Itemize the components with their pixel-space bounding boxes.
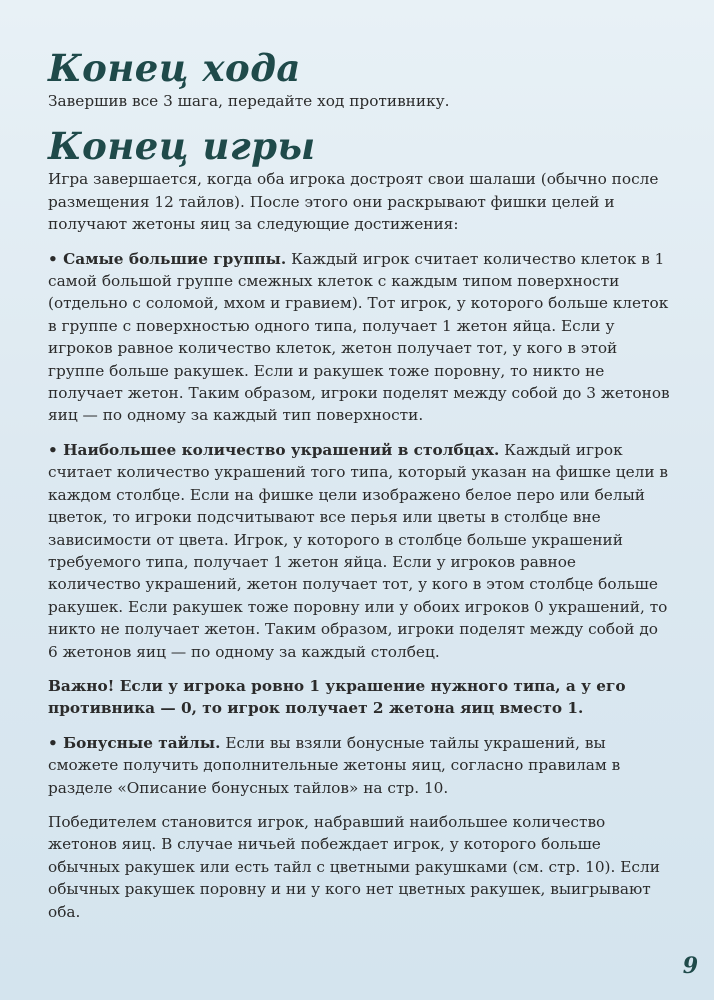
end-turn-text: Завершив все 3 шага, передайте ход противнику. xyxy=(48,92,450,110)
column-decorations-text: Каждый игрок считает количество украшений того типа, который указан на фишке цели в каждом столбце. Если на фишке цели изображено белое перо или белый цветок, то игроки подсчитывают все перья или цветы в столбце вне зависимости от цвета. Игрок, у которого в столбце больше украшений требуемого типа, получает 1 жетон яйца. Если у игроков равное количество украшений, жетон получает тот, у кого в этом столбце больше ракушек. Если ракушек тоже поровну или у обоих игроков 0 украшений, то никто не получает жетон. Таким образом, игроки поделят между собой до 6 жетонов яиц — по одному за каждый столбец. xyxy=(48,440,669,661)
winner-paragraph: Победителем становится игрок, набравший наибольшее количество жетонов яиц. В случае ничьей побеждает игрок, у которого больше обычных ракушек или есть тайл с цветными ракушками (см. стр. 10). Если обычных ракушек поровну и ни у кого нет цветных ракушек, выигрывают оба. xyxy=(48,812,660,921)
important-note xyxy=(48,675,672,720)
end-game-intro: Игра завершается, когда оба игрока достроят свои шалаши (обычно после размещения 12 тайлов). После этого они раскрывают фишки целей и получают жетоны яиц за следующие достижения: xyxy=(48,170,659,234)
largest-groups-label: • Самые большие группы. xyxy=(48,249,287,268)
page-number: 9 xyxy=(682,953,698,979)
rules-page xyxy=(48,40,672,923)
largest-groups-paragraph xyxy=(48,248,672,427)
bonus-tiles-text: Если вы взяли бонусные тайлы украшений, вы сможете получить дополнительные жетоны яиц, согласно правилам в разделе «Описание бонусных тайлов» на стр. 10. xyxy=(48,733,621,797)
bonus-tiles-label: • Бонусные тайлы. xyxy=(48,733,221,752)
largest-groups-text: Каждый игрок считает количество клеток в 1 самой большой группе смежных клеток с каждым типом поверхности (отдельно с соломой, мхом и гравием). Тот игрок, у которого больше клеток в группе с поверхностью одного типа, получает 1 жетон яйца. Если у игроков равное количество клеток, жетон получает тот, у кого в этой группе больше ракушек. Если и ракушек тоже поровну, то никто не получает жетон. Таким образом, игроки поделят между собой до 3 жетонов яиц — по одному за каждый тип поверхности. xyxy=(48,249,670,425)
column-decorations-label: • Наибольшее количество украшений в столбцах. xyxy=(48,440,500,459)
end-game-heading: Конец игры xyxy=(48,124,316,169)
end-turn-heading: Конец хода xyxy=(48,46,301,90)
column-decorations-paragraph xyxy=(48,439,672,663)
important-note-text: Важно! Если у игрока ровно 1 украшение нужного типа, а у его противника — 0, то игрок получает 2 жетона яиц вместо 1. xyxy=(48,676,626,718)
bonus-tiles-paragraph xyxy=(48,732,672,799)
